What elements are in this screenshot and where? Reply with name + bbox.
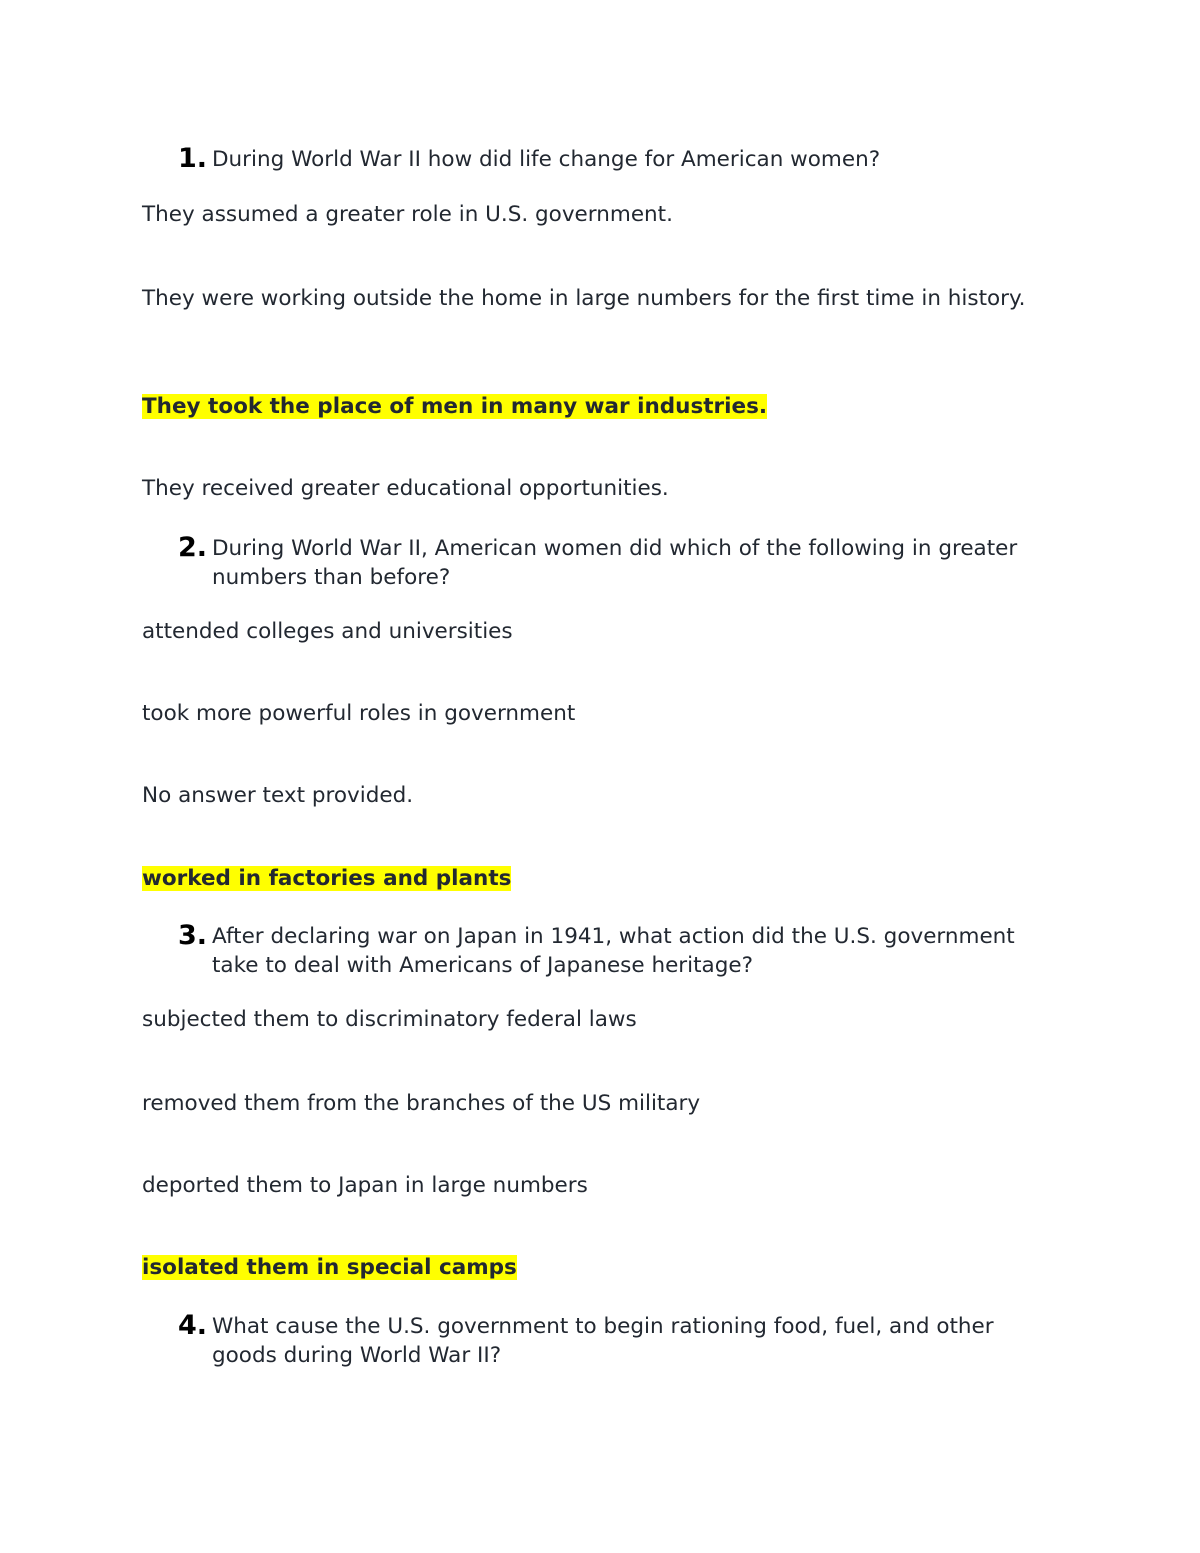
question-number: 4. xyxy=(178,1310,208,1341)
highlighted-answer: worked in factories and plants xyxy=(142,866,512,891)
highlighted-answer: isolated them in special camps xyxy=(142,1255,517,1280)
question-text: What cause the U.S. government to begin rationing food, fuel, and other goods during World War II? xyxy=(212,1314,994,1368)
answer-option-correct xyxy=(142,865,1042,892)
highlighted-answer: They took the place of men in many war industries. xyxy=(142,394,768,419)
answer-option: deported them to Japan in large numbers xyxy=(142,1173,588,1198)
answer-option-correct xyxy=(142,393,1042,420)
question-2 xyxy=(178,534,1038,592)
question-number: 3. xyxy=(178,920,208,951)
answer-option: attended colleges and universities xyxy=(142,619,513,644)
question-1 xyxy=(178,145,1038,174)
answer-option: subjected them to discriminatory federal laws xyxy=(142,1007,637,1032)
question-3 xyxy=(178,922,1038,980)
answer-option-correct xyxy=(142,1254,1042,1281)
question-text: During World War II how did life change for American women? xyxy=(212,147,881,172)
answer-option: They assumed a greater role in U.S. government. xyxy=(142,202,673,227)
answer-option: They received greater educational opportunities. xyxy=(142,476,669,501)
question-number: 2. xyxy=(178,532,208,563)
answer-option: took more powerful roles in government xyxy=(142,701,576,726)
answer-option: removed them from the branches of the US military xyxy=(142,1091,701,1116)
question-text: After declaring war on Japan in 1941, what action did the U.S. government take to deal with Americans of Japanese heritage? xyxy=(212,924,1015,978)
answer-option: No answer text provided. xyxy=(142,783,414,808)
question-text: During World War II, American women did which of the following in greater numbers than before? xyxy=(212,536,1018,590)
answer-option: They were working outside the home in large numbers for the first time in history. xyxy=(142,286,1026,311)
question-4 xyxy=(178,1312,1038,1370)
question-number: 1. xyxy=(178,143,208,174)
